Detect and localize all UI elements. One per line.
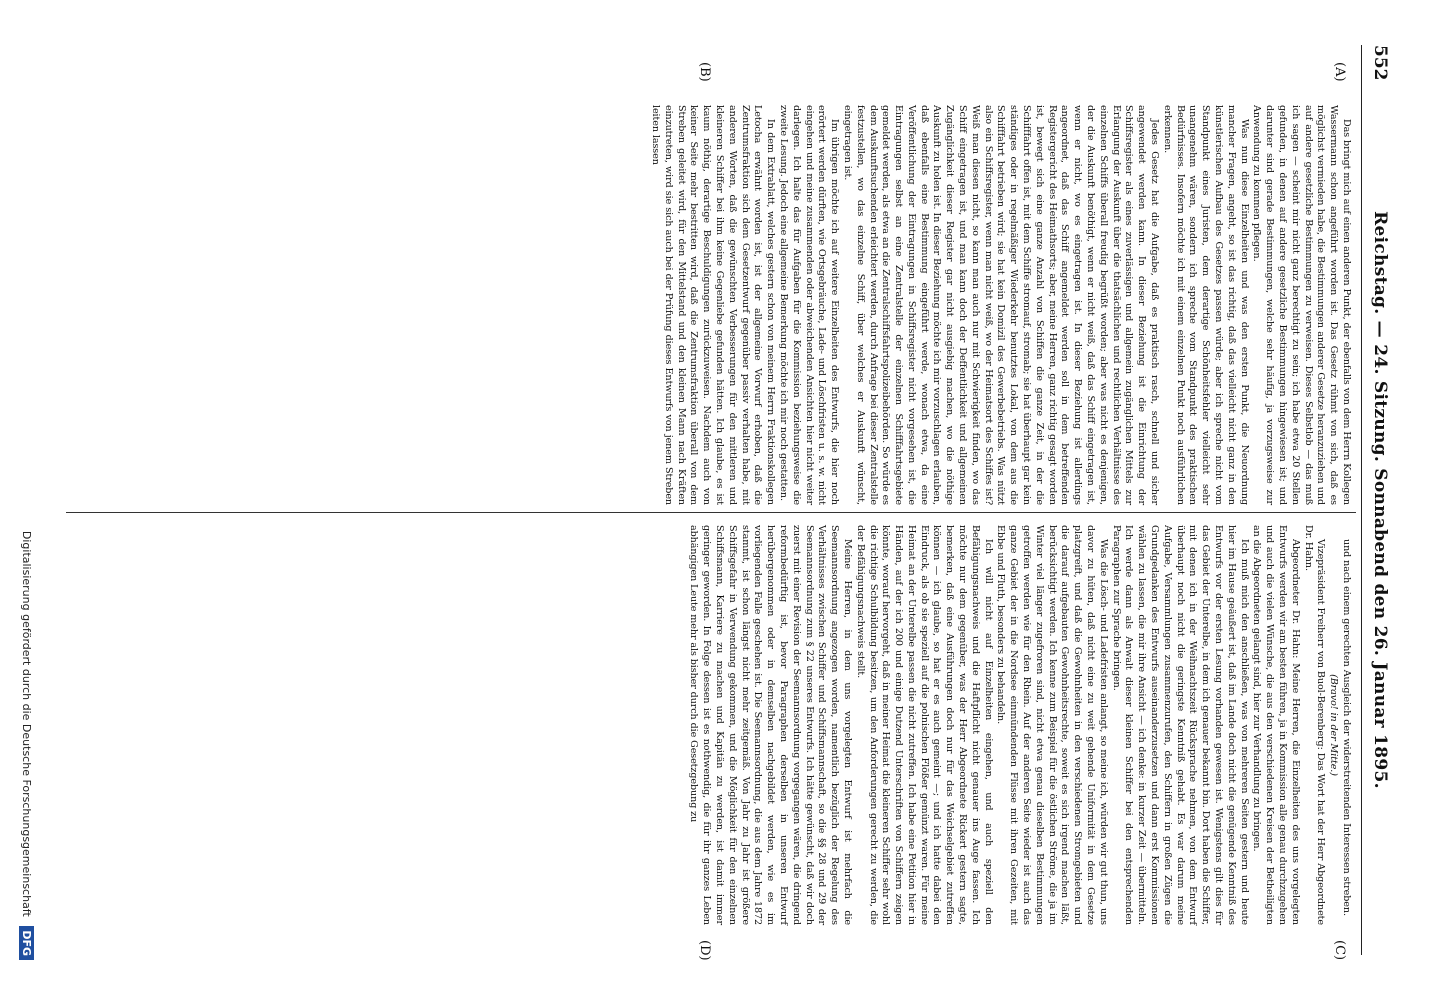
margin-mark-b: (B) [697,62,712,82]
column-divider [66,512,1356,513]
page-title: Reichstag. — 24. Sitzung. Sonnabend den 26. Januar 1895. [1370,211,1390,789]
paragraph: Jedes Gesetz hat die Aufgabe, daß es praktisch rasch, schnell und sicher angewendet werden kann. In dieser Beziehung ist die Einrichtung der Schiffsregister als eines zuverlässigen und allgemein zugänglichen Mittels zur Erlangung der Auskunft über die thatsächlichen und rechtlichen Verhältnisse des einzelnen Schiffs überall freudig begrüßt worden; aber was nicht es denjenigen, der die Auskunft benöthigt, wenn er nicht weiß, daß das Schiff eingetragen ist, wenn er nicht, wo es eingetragen ist. In dieser Beziehung ist allerdings angeordnet, daß das Schiff angemeldet werden soll in dem betreffenden Registergericht des Heimathsorts; aber, meine Herren, ganz richtig gesagt worden ist, bewegt sich eine ganze Anzahl von Schiffen die ganze Zeit, in der die Schifffahrt offen ist, mit dem Schiffe stromauf, stromab; sie hat überhaupt gar kein ständiges oder in regelmäßiger Wiederkehr benutztes Lokal, von dem aus die Schifffahrt betrieben wird; sie hat kein Domizil des Gewerbebetriebs. Was nützt also ein Schiffsregister, wenn man nicht weiß, wo der Heimatsort des Schiffes ist? Weiß man diesen nicht, so kann man auch nur mit Schwierigkeit finden, wo das Schiff eingetragen ist, und man kann doch der Deffentlichkeit und allgemeinen Zugänglichkeit dieser Register gar nicht ausgiebig machen, wo die nöthige Auskunft zu holen ist. In dieser Beziehung möchte ich mir vorzuschlagen erlauben, daß ebenfalls eine Bestimmung eingeführt werde, wonach etwa, da eine Veröffentlichung der Eintragungen in Schiffsregister nicht vorgesehen ist, die Eintragungen selbst an eine Zentralstelle der einzelnen Schifffahrtsgebiete gemeldet werden, als etwa an die Zentralschiffsfahrtspolizeibehörden. So würde es dem Auskunftsuchenden erleichtert werden, durch Anfrage bei dieser Zentralstelle festzustellen, wo das einzelne Schiff, über welches er Auskunft wünscht, eingetragen ist. [841,105,1161,505]
page-number: 552 [1370,45,1390,81]
paragraph: Im übrigen möchte ich auf weitere Einzelheiten des Entwurfs, die hier noch erörtert werden dürften, wie Ortsgebräuche, Lade- und Löschfristen u. s. w. nicht eingehen und meine zusammenden oder abweichenden Ansichten hier nicht weiter darlegen. Ich halte das für Aufgaben für die Kommission beziehungsweise die zweite Lesung. Jedoch eine allgemeine Bemerkung möchte ich mir noch gestatten. [777,105,841,505]
paragraph: Das bringt mich auf einen anderen Punkt, der ebenfalls von dem Herrn Kollegen Wassermann schon angeführt worden ist. Das Gesetz rühmt von sich, daß es möglichst vermieden habe, die Bestimmungen anderer Gesetze heranzuziehen und auf andere gesetzliche Bestimmungen zu verweisen. Dieses Selbstlob — das muß ich sagen — scheint mir nicht ganz berechtigt zu sein; ich habe etwa 20 Stellen gefunden, in denen auf andere gesetzliche Bestimmungen hingewiesen ist; und darunter sind gerade Bestimmungen, welche sehr häufig, ja vorzugsweise zur Anwendung zu kommen pflegen. [1251,105,1352,505]
right-column [72,525,1352,925]
applause-note: (Bravo! in der Mitte.) [1328,674,1340,776]
paragraph: Vizepräsident Freiherr von Buol-Berenberg: Das Wort hat der Herr Abgeordnete Dr. Hahn. [1302,525,1327,925]
header-rule [1361,45,1362,955]
paragraph: und nach einem gerechten Ausgleich der widerstreitenden Interessen streben. [1341,539,1352,916]
paragraph: In dem Extrablatt, welches gestern schon von meinem Herrn Fraktionskollegen Letocha erwähnt worden ist, ist der allgemeine Vorwurf erhoben, daß die Zentrumsfraktion sich dem Gesetzentwurf gegenüber passiv verhalten habe, mit anderen Worten, daß die gewünschten Verbesserungen für den mittleren und kleineren Schiffer bei ihm keine Gegenliebe gefunden hätten. Ich glaube, es ist kaum nöthig, derartige Beschuldigungen zurückzuweisen. Nachdem auch von keiner Seite mehr bestritten wird, daß die Zentrumsfraktion überall von dem Streben geleitet wird, für den Mittelstand und den kleinen Mann nach Kräften einzutreten, wird sie sich auch bei der Prüfung dieses Entwurfs von jenem Streben leiten lassen [649,105,777,505]
dfg-logo: DFG [19,926,34,960]
paragraph: Was nun diese Einzelheiten und was den ersten Punkt, die Neuordnung mancher Fragen, angeht, so ist das richtig, daß das vielleicht nicht ganz in den künstlerischen Aufbau des Gesetzes passen würde; aber ich spreche nicht vom Standpunkt eines Juristen, dem derartige Schönheitsfehler vielleicht sehr unangenehm wären, sondern ich spreche vom Standpunkt des praktischen Bedürfnisses. Insofern möchte ich mit einem einzelnen Punkt noch ausführlichen erkennen. [1161,105,1250,505]
page-header [1366,45,1390,955]
digitization-credit [19,40,34,960]
margin-mark-d: (D) [697,940,712,961]
paragraph: Abgeordneter Dr. Hahn: Meine Herren, die Einzelheiten des uns vorgelegten Entwurfs werden wir am besten führen, ja in Kommission alle genau durchzugehen und auch die vielen Wünsche, die aus den verschiedenen Kreisen der Betheiligten an die Abgeordneten gelangt sind, hier zur Verhandlung zu bringen. [1251,525,1301,925]
left-column [72,105,1352,505]
paragraph: Ich muß mich den anschließen, was von mehreren Seiten gestern und heute hier im Hause geäußert ist, daß im Lande doch nicht die genügende Kenntniß des Entwurfs vor der ersten Lesung vorhanden gewesen ist. Wenigstens gilt dies für das Gebiet der Unterelbe, in dem ich genauer bekannt bin. Dort haben die Schiffer, mit denen ich in der Weihnachtszeit Rücksprache nehmen, von dem Entwurf überhaupt noch nicht die geringste Kenntniß gehabt. Es war darum meine Aufgabe, Versammlungen zusammenzurufen, den Schiffern in großen Zügen die Grundgedanken des Entwurfs auseinanderzusetzen und dann erst Kommissionen wählen zu lassen, die mir ihre Ansicht — ich denke: in kurzer Zeit — übermitteln. Ich werde dann als Anwalt dieser kleinen Schiffer bei den entsprechenden Paragraphen zur Sprache bringen. [1110,525,1250,925]
margin-mark-c: (C) [1332,940,1347,961]
paragraph: Ich will nicht auf Einzelheiten eingehen, und auch speziell den Befähigungsnachweis und die Haftpflicht nicht genauer ins Auge fassen. Ich möchte nur dem gegenüber, was der Herr Abgeordnete Rickert gestern sagte, bemerken, daß eine Ausführungen doch nur für das Weichselgebiet zutreffen können — ich glaube, so hat er es auch gemeint —; und ich hatte dabei den Eindruck, als ob sie speziell auf die polnischen Flößer gemünzt waren. Für meine Heimat an der Unterelbe passen die nicht zutreffen. Ich habe eine Petition hier in Händen, auf der ich 200 und einige Dutzend Unterschriften von Schiffern zeigen könnte, worauf hervorgeht, daß in meiner Heimat die kleineren Schiffer sehr wohl die richtige Schulbildung besitzen, um den Anforderungen gerecht zu werden, die der Befähigungsnachweis stellt. [854,525,994,925]
paragraph: Meine Herren, in dem uns vorgelegten Entwurf ist mehrfach die Seemannsordnung angezogen worden, namentlich bezüglich der Regelung des Verhältnisses zwischen Schiffer und Schiffsmannschaft, so die §§ 28 und 29 der Seemannsordnung zum § 22 unseres Entwurfs. Ich hätte gewünscht, daß wir doch zuerst mit einer Revision der Seemannsordnung vorgegangen wären, die dringend reformbedürftig ist, bevor Paragraphen derselben in unseren Entwurf herübergenommen oder in demselben nachgebildet werden, wie es im vorliegenden Falle geschehen ist. Die Seemannsordnung, die aus dem Jahre 1872 stammt, ist schon längst nicht mehr zeitgemäß. Von Jahr zu Jahr ist größere Schiffsgefahr in Verwendung gekommen, und die Möglichkeit für den einzelnen Schiffsmann, Karriere zu machen und Kapitän zu werden, ist damit immer geringer geworden. In Folge dessen ist es nothwendig, die für ihr ganzes Leben abhängigen Leute mehr als bisher durch die Gesetzgebung zu [688,525,853,925]
credit-text: Digitalisierung gefördert durch die Deutsche Forschungsgemeinschaft [20,530,33,917]
margin-mark-a: (A) [1332,62,1347,82]
paragraph: Was die Lösch- und Ladefristen anlangt, so meine ich, würden wir gut thun, uns davor zu hüten, daß nicht eine zu weit gehende Uniformität in dem Gesetze platzgreift, und daß die Gewohnheiten in den verschiedenen Stromgebieten und die darauf aufgebauten Gewohnheitsrechte, soweit es sich irgend machen läßt, berücksichtigt werden. Ich kenne zum Beispiel für die östlichen Ströme, die ja im Winter viel länger zugefroren sind, nicht etwa genau dieselben Bestimmungen getroffen werden wie für den Rhein. Auf der anderen Seite wieder ist auch das ganze Gebiet der in die Nordsee einmündenden Flüsse mit ihren Gezeiten, mit Ebbe und Fluth, besonders zu behandeln. [995,525,1109,925]
